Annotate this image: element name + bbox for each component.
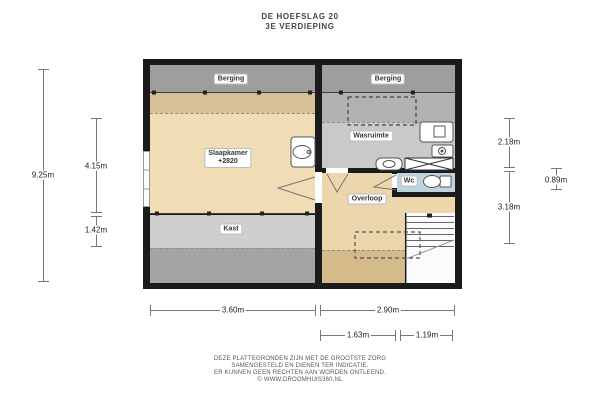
disclaimer-line3: ER KUNNEN GEEN RECHTEN AAN WORDEN ONTLEEND. [214, 370, 386, 376]
label-slaapkamer-note: +2820 [218, 158, 238, 165]
label-kast: Kast [219, 224, 242, 235]
label-berging-left: Berging [214, 74, 248, 85]
dim-bottom-left: 3.60m [221, 305, 245, 315]
dim-left-kast: 1.42m [84, 225, 108, 235]
dim-bottom-inner-right: 1.19m [415, 330, 439, 340]
dim-right-bottom: 3.18m [497, 202, 521, 212]
dim-left-total: 9.25m [31, 170, 55, 180]
label-wasruimte: Wasruimte [349, 131, 393, 142]
plan-title-address: DE HOEFSLAG 20 [261, 12, 339, 21]
dim-left-room: 4.15m [84, 161, 108, 171]
dim-bottom-right: 2.90m [376, 305, 400, 315]
disclaimer-line2: SAMENGESTELD EN DIENEN TER INDICATIE. [231, 363, 369, 369]
dim-right-top: 2.18m [497, 137, 521, 147]
dim-bottom-inner-left: 1.63m [346, 330, 370, 340]
disclaimer-line1: DEZE PLATTEGRONDEN ZIJN MET DE GROOTSTE ZORG [213, 356, 387, 362]
plan-title-floor: 3E VERDIEPING [265, 22, 335, 31]
label-berging-right: Berging [371, 74, 405, 85]
label-wc: Wc [401, 176, 418, 187]
label-overloop: Overloop [348, 194, 387, 205]
disclaimer [0, 356, 600, 384]
label-slaapkamer: Slaapkamer +2820 [204, 148, 251, 168]
dim-right-small: 0.89m [544, 175, 568, 185]
disclaimer-line4: © WWW.DROOMHUIS360.NL [257, 377, 343, 383]
